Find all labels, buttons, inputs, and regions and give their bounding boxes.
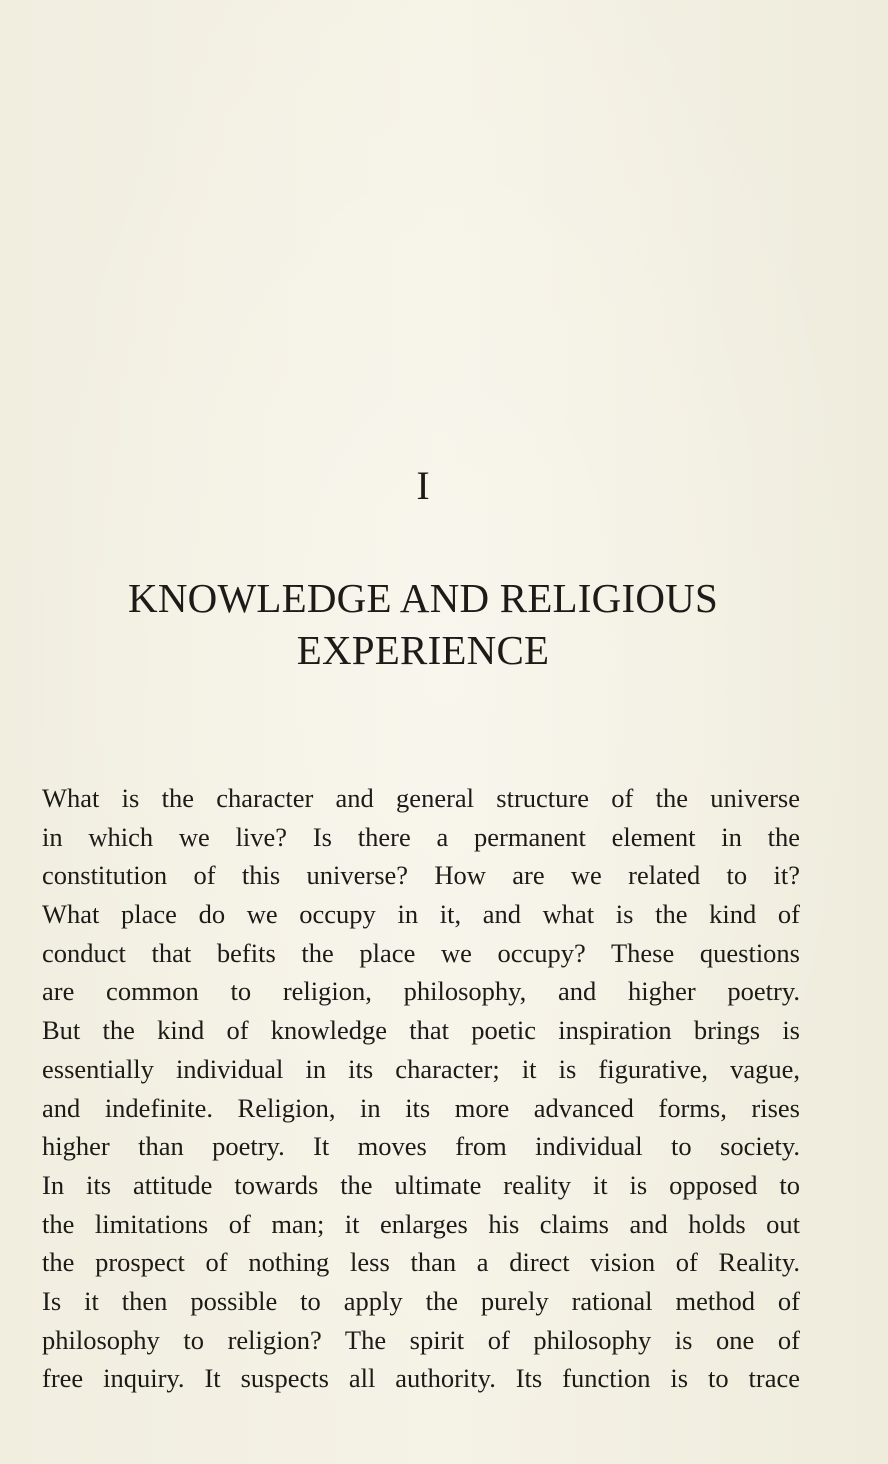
text-line: What is the character and general structure of the universe — [42, 783, 800, 813]
text-line: and indefinite. Religion, in its more advanced forms, rises — [42, 1092, 800, 1123]
text-line: the limitations of man; it enlarges his claims and holds out — [42, 1208, 800, 1239]
text-line: But the kind of knowledge that poetic inspiration brings is — [42, 1015, 800, 1046]
text-line: in which we live? Is there a permanent element in the — [42, 821, 800, 852]
chapter-number: I — [416, 463, 430, 508]
text-line: essentially individual in its character; it is figurative, vague, — [42, 1053, 800, 1084]
text-line: are common to religion, philosophy, and higher poetry. — [42, 976, 800, 1007]
body-paragraph — [42, 779, 800, 1398]
text-line: free inquiry. It suspects all authority. Its function is to trace — [42, 1363, 800, 1394]
text-line: What place do we occupy in it, and what is the kind of — [42, 899, 800, 930]
text-line: philosophy to religion? The spirit of philosophy is one of — [42, 1324, 800, 1355]
chapter-title — [40, 572, 806, 676]
text-line: In its attitude towards the ultimate reality it is opposed to — [42, 1169, 800, 1200]
text-line: the prospect of nothing less than a direct vision of Reality. — [42, 1247, 800, 1278]
text-line: constitution of this universe? How are we related to it? — [42, 860, 800, 891]
chapter-title-line: EXPERIENCE — [296, 627, 550, 673]
text-line: conduct that befits the place we occupy? These questions — [42, 937, 800, 968]
text-line: Is it then possible to apply the purely rational method of — [42, 1285, 800, 1316]
text-line: higher than poetry. It moves from individual to society. — [42, 1131, 800, 1162]
chapter-title-line: KNOWLEDGE AND RELIGIOUS — [128, 575, 718, 621]
